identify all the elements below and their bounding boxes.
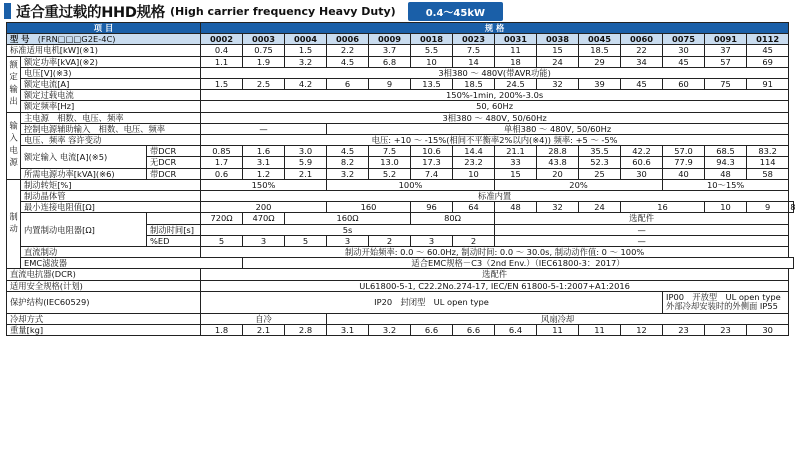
min-resistor-label: 最小连接电阻值[Ω]	[21, 202, 201, 213]
table-cell: 1.1	[201, 56, 243, 67]
table-cell: 6	[327, 79, 369, 90]
table-cell: 18.5	[579, 45, 621, 56]
model-row	[7, 34, 794, 45]
table-cell: 28.8	[537, 146, 579, 157]
table-cell: 470Ω	[243, 213, 285, 224]
table-cell: 160	[327, 202, 411, 213]
voltage-value: 3相380 ～ 480V(带AVR功能)	[201, 67, 789, 78]
blank-cell	[147, 213, 201, 224]
table-cell: 5.9	[285, 157, 327, 168]
table-cell: 21.1	[495, 146, 537, 157]
table-cell: 3.2	[369, 325, 411, 336]
dc-brake-value: 制动开始频率: 0.0 ～ 60.0Hz, 制动时间: 0.0 ～ 30.0s, 制动动作值: 0 ～ 100%	[201, 247, 789, 258]
table-cell: 3.0	[285, 146, 327, 157]
table-cell: 0.4	[201, 45, 243, 56]
torque-row	[7, 179, 794, 190]
table-cell: 10	[705, 202, 747, 213]
capacity-label: 额定功率[kVA](※2)	[21, 56, 201, 67]
ed-label: %ED	[147, 235, 201, 246]
title-marker	[4, 3, 11, 19]
table-cell: 45	[621, 79, 663, 90]
table-cell: 30	[747, 325, 789, 336]
table-cell: 1.6	[243, 146, 285, 157]
aux-power-label: 控制电源辅助输入 相数、电压、频率	[21, 123, 201, 134]
table-cell: 160Ω	[285, 213, 411, 224]
page-subtitle: (High carrier frequency Heavy Duty)	[170, 4, 396, 18]
dc-brake-label: 直流制动	[21, 247, 201, 258]
protection-value-small: IP20 封闭型 UL open type	[201, 291, 663, 313]
main-power-label: 主电源 相数、电压、频率	[21, 112, 201, 123]
table-cell: 114	[747, 157, 789, 168]
standards-value: UL61800-5-1, C22.2No.274-17, IEC/EN 61800-5-1:2007+A1:2016	[201, 280, 789, 291]
variation-value: 电压: +10 ～ -15%(相间不平衡率2%以内(※4)) 频率: +5 ～ -5%	[201, 135, 789, 146]
protection-value-large	[663, 291, 789, 313]
overload-value: 150%-1min, 200%-3.0s	[201, 90, 789, 101]
table-cell: 45	[663, 56, 705, 67]
table-cell: 39	[579, 79, 621, 90]
table-cell: 15	[495, 168, 537, 179]
motor-row	[7, 45, 794, 56]
required-power-label: 所需电源功率[kVA](※6)	[21, 168, 147, 179]
table-cell: 4.2	[285, 79, 327, 90]
table-header-row	[7, 23, 794, 34]
table-cell: 0.75	[243, 45, 285, 56]
table-cell: 3	[243, 235, 285, 246]
table-cell: 1.7	[201, 157, 243, 168]
table-cell: 23.2	[453, 157, 495, 168]
page-title: 适合重过载的HHD规格	[16, 4, 166, 21]
transistor-row	[7, 191, 794, 202]
table-cell: 43.8	[537, 157, 579, 168]
table-cell: 3	[327, 235, 369, 246]
without-dcr-label: 无DCR	[147, 157, 201, 168]
dcr-label: 直流电抗器(DCR)	[7, 269, 201, 280]
model-label: 型 号 (FRN□□□G2E-4C)	[7, 34, 201, 45]
table-cell: 风扇冷却	[327, 313, 789, 324]
table-cell: 29	[579, 56, 621, 67]
model-cell: 0060	[621, 34, 663, 45]
table-cell: —	[495, 224, 789, 235]
table-cell: 8	[790, 202, 796, 213]
table-cell: 2.1	[243, 325, 285, 336]
table-cell: 30	[663, 45, 705, 56]
output-group-label: 额定输出	[7, 56, 21, 112]
brake-time-label: 制动时间[s]	[147, 224, 201, 235]
table-cell: 14.4	[453, 146, 495, 157]
table-cell: 11	[537, 325, 579, 336]
table-cell: 69	[747, 56, 789, 67]
aux-power-row	[7, 123, 794, 134]
main-power-row	[7, 112, 794, 123]
overload-row	[7, 90, 794, 101]
table-cell: 20	[537, 168, 579, 179]
dcr-row	[7, 269, 794, 280]
table-cell: 720Ω	[201, 213, 243, 224]
with-dcr-label: 带DCR	[147, 146, 201, 157]
table-cell: 20%	[495, 179, 663, 190]
table-cell: 2	[369, 235, 411, 246]
model-cell: 0002	[201, 34, 243, 45]
protection-label: 保护结构(IEC60529)	[7, 291, 201, 313]
model-cell: 0023	[453, 34, 495, 45]
spec-table	[6, 22, 794, 336]
page-header	[0, 0, 800, 22]
table-cell: 5.5	[411, 45, 453, 56]
table-cell: 12	[621, 325, 663, 336]
table-cell: 32	[537, 79, 579, 90]
model-cell: 0091	[705, 34, 747, 45]
table-cell: 100%	[327, 179, 495, 190]
table-cell: 77.9	[663, 157, 705, 168]
table-cell: 2.1	[285, 168, 327, 179]
model-cell: 0112	[747, 34, 789, 45]
table-cell: 3.1	[327, 325, 369, 336]
table-cell: 5	[201, 235, 243, 246]
table-cell: 3.2	[327, 168, 369, 179]
table-cell: 3	[411, 235, 453, 246]
motor-label: 标准适用电机[kW](※1)	[7, 45, 201, 56]
table-cell: 60	[663, 79, 705, 90]
frequency-row	[7, 101, 794, 112]
table-cell: 14	[453, 56, 495, 67]
model-cell: 0045	[579, 34, 621, 45]
table-cell: 7.5	[453, 45, 495, 56]
model-cell: 0018	[411, 34, 453, 45]
aux-power-value: 单相380 ～ 480V, 50/60Hz	[327, 123, 789, 134]
frequency-value: 50, 60Hz	[201, 101, 789, 112]
table-cell: 24	[537, 56, 579, 67]
table-cell: 18	[495, 56, 537, 67]
table-cell: 22	[621, 45, 663, 56]
weight-label: 重量[kg]	[7, 325, 201, 336]
table-cell: 52.3	[579, 157, 621, 168]
table-cell: 4.5	[327, 146, 369, 157]
table-cell: 5s	[201, 224, 495, 235]
protection-external-cooling: 外部冷却安装时的外侧面 IP55	[666, 301, 778, 312]
table-cell: 17.3	[411, 157, 453, 168]
table-cell: 8.2	[327, 157, 369, 168]
table-cell: 6.6	[453, 325, 495, 336]
table-cell: 57.0	[663, 146, 705, 157]
current-label: 额定电流[A]	[21, 79, 201, 90]
table-cell: 3.1	[243, 157, 285, 168]
emc-label: EMC滤波器	[21, 258, 243, 269]
protection-row	[7, 291, 794, 313]
table-cell: 1.5	[201, 79, 243, 90]
table-cell: 1.8	[201, 325, 243, 336]
input-group-label: 输入电源	[7, 112, 21, 179]
table-cell: 10.6	[411, 146, 453, 157]
table-cell: 23	[663, 325, 705, 336]
table-cell: 68.5	[705, 146, 747, 157]
dcr-value: 选配件	[201, 269, 789, 280]
table-cell: 10～15%	[663, 179, 789, 190]
table-cell: 0.85	[201, 146, 243, 157]
table-cell: 57	[705, 56, 747, 67]
table-cell: 32	[537, 202, 579, 213]
current-row	[7, 79, 794, 90]
table-cell: 94.3	[705, 157, 747, 168]
table-cell: 4.5	[327, 56, 369, 67]
main-power-value: 3相380 ～ 480V, 50/60Hz	[201, 112, 789, 123]
model-cell: 0031	[495, 34, 537, 45]
table-cell: 2.2	[327, 45, 369, 56]
table-cell: 10	[453, 168, 495, 179]
table-cell: 40	[663, 168, 705, 179]
table-cell: 0.6	[201, 168, 243, 179]
table-cell: 1.9	[243, 56, 285, 67]
table-cell: 64	[453, 202, 495, 213]
table-cell: 60.6	[621, 157, 663, 168]
table-cell: —	[495, 235, 789, 246]
overload-label: 额定过载电流	[21, 90, 201, 101]
table-cell: 42.2	[621, 146, 663, 157]
model-cell: 0006	[327, 34, 369, 45]
variation-label: 电压、频率 容许变动	[21, 135, 201, 146]
table-cell: 34	[621, 56, 663, 67]
table-cell: 9	[747, 202, 789, 213]
table-cell: 96	[411, 202, 453, 213]
torque-label: 制动转矩[%]	[21, 179, 201, 190]
table-cell: 13.5	[411, 79, 453, 90]
table-cell: 10	[411, 56, 453, 67]
table-cell: 5	[285, 235, 327, 246]
weight-row	[7, 325, 794, 336]
table-cell: 1.5	[285, 45, 327, 56]
table-cell: 9	[369, 79, 411, 90]
table-cell: 45	[747, 45, 789, 56]
model-cell: 0003	[243, 34, 285, 45]
transistor-value: 标准内置	[201, 191, 789, 202]
aux-power-dash: —	[201, 123, 327, 134]
model-cell: 0004	[285, 34, 327, 45]
standards-row	[7, 280, 794, 291]
model-cell: 0038	[537, 34, 579, 45]
dc-brake-row	[7, 247, 794, 258]
table-cell: 30	[621, 168, 663, 179]
table-cell: 16	[621, 202, 705, 213]
table-cell: 2.5	[243, 79, 285, 90]
table-cell: 6.4	[495, 325, 537, 336]
min-resistor-row	[7, 202, 794, 213]
item-header: 项 目	[7, 23, 201, 34]
table-cell: 自冷	[201, 313, 327, 324]
table-cell: 3.7	[369, 45, 411, 56]
emc-value: 适合EMC规格－C3（2nd Env.）（IEC61800-3：2017）	[243, 258, 794, 269]
standards-label: 适用安全规格(计划)	[7, 280, 201, 291]
table-cell: 24	[579, 202, 621, 213]
table-cell: 200	[201, 202, 327, 213]
table-cell: 80Ω	[411, 213, 495, 224]
table-cell: 7.5	[369, 146, 411, 157]
input-current-dcr-row	[7, 146, 794, 157]
internal-resistor-label: 内置制动电阻器[Ω]	[21, 213, 147, 247]
table-cell: 2.8	[285, 325, 327, 336]
model-cell: 0075	[663, 34, 705, 45]
voltage-label: 电压[V](※3)	[21, 67, 201, 78]
cooling-row	[7, 313, 794, 324]
power-range-badge: 0.4～45kW	[408, 2, 503, 21]
table-cell: 91	[747, 79, 789, 90]
table-cell: 5.2	[369, 168, 411, 179]
with-dcr-label: 带DCR	[147, 168, 201, 179]
cooling-label: 冷却方式	[7, 313, 201, 324]
table-cell: 13.0	[369, 157, 411, 168]
table-cell: 1.2	[243, 168, 285, 179]
table-cell: 18.5	[453, 79, 495, 90]
table-cell: 48	[705, 168, 747, 179]
table-cell: 7.4	[411, 168, 453, 179]
variation-row	[7, 135, 794, 146]
table-cell: 83.2	[747, 146, 789, 157]
table-cell: 6.8	[369, 56, 411, 67]
table-cell: 24.5	[495, 79, 537, 90]
table-cell: 150%	[201, 179, 327, 190]
table-cell: 11	[495, 45, 537, 56]
frequency-label: 额定频率[Hz]	[21, 101, 201, 112]
table-cell: 23	[705, 325, 747, 336]
table-cell: 37	[705, 45, 747, 56]
protection-open-type: IP00 开放型 UL open type	[666, 291, 781, 302]
table-cell: 2	[453, 235, 495, 246]
table-cell: 35.5	[579, 146, 621, 157]
emc-row	[7, 258, 794, 269]
table-cell: 6.6	[411, 325, 453, 336]
capacity-row	[7, 56, 794, 67]
table-cell: 75	[705, 79, 747, 90]
input-current-label: 额定输入 电流[A](※5)	[21, 146, 147, 168]
brake-group-label: 制动	[7, 179, 21, 269]
table-cell: 15	[537, 45, 579, 56]
transistor-label: 制动晶体管	[21, 191, 201, 202]
spec-header: 规 格	[201, 23, 789, 34]
table-cell: 48	[495, 202, 537, 213]
table-cell: 3.2	[285, 56, 327, 67]
voltage-row	[7, 67, 794, 78]
table-cell: 25	[579, 168, 621, 179]
table-cell: 11	[579, 325, 621, 336]
table-cell: 58	[747, 168, 789, 179]
required-power-row	[7, 168, 794, 179]
table-cell: 选配件	[495, 213, 789, 224]
internal-resistor-row	[7, 213, 794, 224]
table-cell: 33	[495, 157, 537, 168]
model-cell: 0009	[369, 34, 411, 45]
